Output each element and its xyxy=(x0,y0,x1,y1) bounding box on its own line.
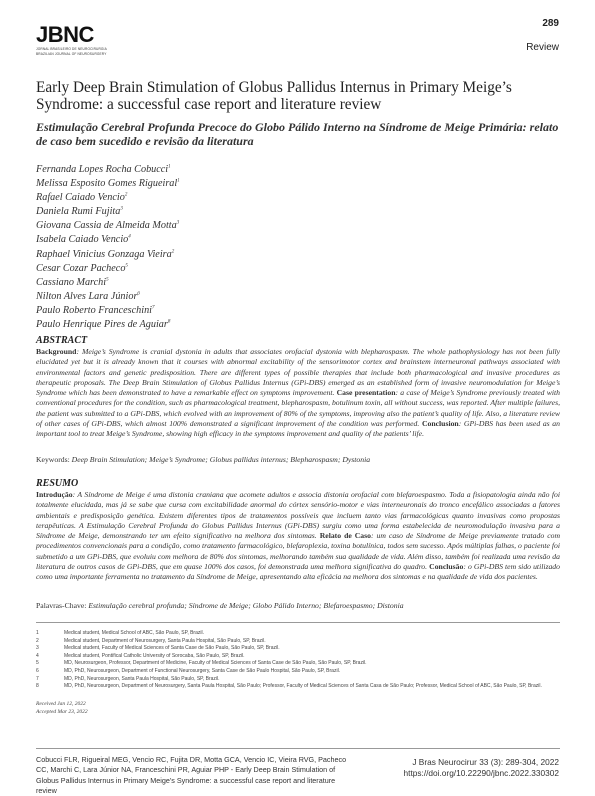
journal-logo xyxy=(36,24,146,56)
bottom-divider xyxy=(36,748,560,749)
section-label: Review xyxy=(526,42,559,53)
relato-text: : um caso de Síndrome de Meige previamente tratado com procedimentos convencionais para a condição, como tratamento farmacológico, blefaroplexia, toxina botulínica, todos sem sucesso. Após múltiplas falhas, o paciente foi submetido a um GPi-DBS, que evoluiu com melhora de 80% dos sintomas, melhorando também sua qualidade de vida. Além disso, também foi realizada uma revisão da literatura de outros casos de GPi-DBS, que em quase 100% dos casos, foi demonstrada uma melhora significativa do quadro. xyxy=(36,531,561,572)
footnote: 1 Medical student, Medical School of ABC, São Paulo, SP, Brazil. xyxy=(36,630,204,636)
footnote: 3 Medical student, Faculty of Medical Sciences of Santa Case de São Paulo, São Paulo, SP, Brazil. xyxy=(36,645,280,652)
footnote: 6 MD, PhD, Neurosurgeon, Department of Functional Neurosurgery, Santa Case de São Paulo Hospital, São Paulo, SP, Brazil. xyxy=(36,667,341,674)
abstract-body xyxy=(36,347,560,440)
submission-dates xyxy=(36,701,88,716)
author: Nilton Alves Lara Júnior$^6$ xyxy=(36,290,140,302)
author: Giovana Cassia de Almeida Motta$^3$ xyxy=(36,220,180,232)
journal-volume: J Bras Neurocirur 33 (3): 289-304, 2022 xyxy=(412,757,559,767)
abstract-heading: ABSTRACT xyxy=(36,335,88,346)
received-date: Received Jan 12, 2022 xyxy=(36,701,86,707)
author: Paulo Roberto Franceschini$^7$ xyxy=(36,304,155,316)
conclusao-label: Conclusão xyxy=(429,562,464,572)
logo-subtitle-pt: JORNAL BRASILEIRO DE NEUROCIRURGIA xyxy=(36,47,107,51)
footnote: 7 MD, PhD, Neurosurgeon, Santa Paula Hospital, São Paulo, SP, Brazil. xyxy=(36,675,220,682)
palavras-chave xyxy=(36,601,560,611)
page-number: 289 xyxy=(542,18,559,29)
intro-text: : A Síndrome de Meige é uma distonia craniana que acomete adultos e associa distonia orofacial com blefaroespasmo. Toda a fisiopatologia ainda não foi totalmente elucidada, mas já se sabe que cursa com excitabilidade anormal do córtex sensório-motor e vias interneuronais do tronco encefálico associadas a fatores ambientais e predisposição genética. Existem diferentes tipos de tratamentos possíveis que incluem tanto vias farmacológicas quanto invasivas como propostas terapêuticas. A Estimulação Cerebral Profunda do Globus Pallidus Internus (GPi-DBS) surgiu como uma forma estabelecida de neuromodulação invasiva para a Síndrome de Meige, demonstrando ter um efeito significativo na melhora dos sintomas. xyxy=(36,490,560,541)
author: Cassiano Marchi$^5$ xyxy=(36,276,109,288)
article-title: Early Deep Brain Stimulation of Globus Pallidus Internus in Primary Meige’s Syndrome: a successful case report and literature review xyxy=(36,79,512,113)
journal-reference xyxy=(404,757,559,779)
author: Cesar Cozar Pacheco$^5$ xyxy=(36,262,128,274)
background-text: : Meige’s Syndrome is cranial dystonia in adults that associates orofacial dystonia with blepharospasm. The whole pathophysiology has not been fully elucidated yet but it is already known that it courses with abnormal excitability of the sensorimotor cortex and brainstem interneuronal pathways associated with environmental factors and genetic predisposition. There are different types of possible therapies that include both pharmacological and invasive procedures as therapeutic proposals. The Deep Brain Stimulation of Globus Pallidus Internus (GPi-DBS) emerged as an established form of invasive neuromodulation for Meige’s Syndrome which has been demonstrated to have a remarkable effect on symptoms improvement. xyxy=(36,347,560,398)
footnote: 4 Medical student, Pontifical Catholic University of Sorocaba, São Paulo, SP, Brazil. xyxy=(36,652,245,659)
keywords xyxy=(36,455,560,465)
author: Daniela Rumi Fujita$^3$ xyxy=(36,206,123,218)
resumo-body xyxy=(36,490,560,583)
conclusion-label: Conclusion xyxy=(421,419,459,429)
author: Raphael Vinicius Gonzaga Vieira$^2$ xyxy=(36,248,175,260)
footnote-divider xyxy=(36,622,560,623)
author-list xyxy=(36,163,336,332)
case-label: Case presentation xyxy=(336,388,396,398)
keywords-label: Keywords: xyxy=(36,455,70,464)
relato-label: Relato de Caso xyxy=(319,531,371,541)
footnote: 2 Medical student, Department of Neurosurgery, Santa Paula Hospital, São Paulo, SP, Brazil. xyxy=(36,637,266,644)
article-title-pt: Estimulação Cerebral Profunda Precoce do Globo Pálido Interno na Síndrome de Meige Primária: relato de caso bem sucedido e revisão da literatura xyxy=(36,120,559,148)
author: Fernanda Lopes Rocha Cobucci$^1$ xyxy=(36,164,171,175)
logo-text: JBNC xyxy=(36,22,94,47)
author: Melissa Esposito Gomes Rigueiral$^1$ xyxy=(36,178,180,190)
logo-subtitle-en: BRAZILIAN JOURNAL OF NEUROSURGERY xyxy=(36,52,107,56)
author: Rafael Caiado Vencio$^2$ xyxy=(36,192,128,204)
footnote: 5 MD, Neurosurgeon, Professor, Department of Medicine, Faculty of Medical Sciences of Santa Case de São Paulo, São Paulo, SP, Brazil. xyxy=(36,660,367,667)
resumo-heading: RESUMO xyxy=(36,478,79,489)
author: Paulo Henrique Pires de Aguiar$^8$ xyxy=(36,319,171,331)
accepted-date: Accepted Mar 23, 2022 xyxy=(36,708,88,715)
affiliation-notes xyxy=(36,630,560,691)
intro-label: Introdução xyxy=(36,490,73,499)
conclusao-text: : o GPi-DBS tem sido utilizado como uma importante ferramenta no tratamento da Síndrome de Meige, apresentando alta eficácia na melhora dos sintomas e na qualidade de vida dos pacientes. xyxy=(36,562,560,582)
case-text: : a case of Meige’s Syndrome previously treated with conventional procedures for the condition, such as pharmacological treatment, blepharospasm, botulinum toxin, all without success, was reported. After multiple failures, the patient was submitted to a GPi-DBS, which evolved with an improvement of 80% of the symptoms, improving also the patient’s quality of life. Also, a literature review of other cases of GPi-DBS, which almost 100% demonstrated a significant improvement of the condition was performed. xyxy=(36,388,560,429)
author: Isabela Caiado Vencio$^4$ xyxy=(36,234,131,246)
footnote: 8 MD, PhD, Neurosurgeon, Department of Neurosurgery, Santa Paula Hospital, São Paulo; Professor, Faculty of Medical Sciences of Santa Casa de São Paulo; Professor, Medical School of ABC, São Paulo, SP, Brazil. xyxy=(36,683,542,690)
doi-link[interactable]: https://doi.org/10.22290/jbnc.2022.330302 xyxy=(403,768,559,778)
conclusion-text: : GPi-DBS has been used as an important tool to treat Meige’s Syndrome, showing high efficacy in the symptoms improvement and quality of the patients’ life. xyxy=(36,419,560,439)
how-to-cite: Cobucci FLR, Rigueiral MEG, Vencio RC, Fujita DR, Motta GCA, Vencio IC, Vieira RVG, Pacheco CC, Marchi C, Lara Júnior NA, Franceschini PR, Aguiar PHP - Early Deep Brain Stimulation of Globus Pallidus Internus in Primary Meige’s Syndrome: a successful case report and literature review xyxy=(36,755,347,795)
keywords-text: Deep Brain Stimulation; Meige’s Syndrome; Globus pallidus internus; Blepharospasm; Dystonia xyxy=(71,455,371,464)
background-label: Background xyxy=(36,347,77,356)
palavras-chave-label: Palavras-Chave: xyxy=(36,601,87,610)
palavras-chave-text: Estimulação cerebral profunda; Síndrome de Meige; Globo Pálido Interno; Blefaroespasmo; Distonia xyxy=(88,601,404,610)
